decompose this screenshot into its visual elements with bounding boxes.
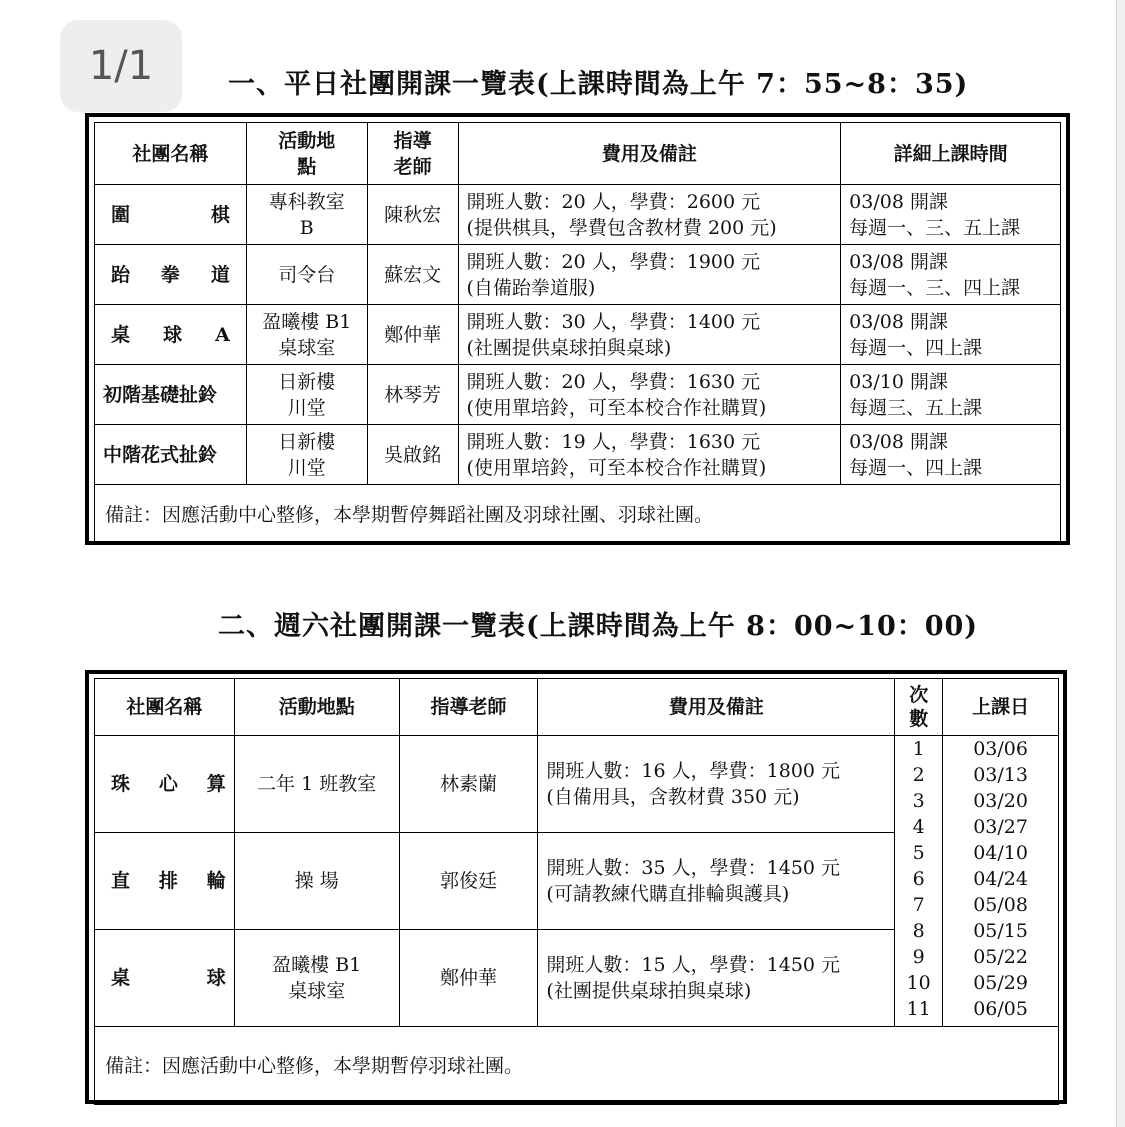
class-date-list (943, 736, 1059, 1027)
schedule-line: 每週一、三、四上課 (849, 276, 1021, 299)
header-session-count: 次 數 (895, 679, 943, 736)
schedule (841, 425, 1061, 485)
club-name-char: A (215, 323, 230, 346)
club-name-char: 跆 (111, 263, 131, 286)
fee-note (458, 245, 841, 305)
teacher: 吳啟銘 (367, 425, 458, 485)
saturday-row (95, 736, 1059, 833)
place (246, 305, 367, 365)
schedule-line: 每週三、五上課 (849, 396, 983, 419)
header-class-day: 上課日 (943, 679, 1059, 736)
header-teacher: 指導 老師 (367, 123, 458, 185)
club-name-cell (95, 305, 247, 365)
place (246, 245, 367, 305)
place-line: 盈曦樓 B1 (272, 954, 362, 976)
schedule-line: 03/08 開課 (849, 310, 948, 333)
place (246, 425, 367, 485)
fee-note-line: 開班人數：15 人，學費：1450 元 (546, 954, 841, 976)
class-date: 05/15 (973, 920, 1028, 942)
weekday-table (94, 122, 1061, 545)
club-name-char: 輪 (206, 870, 226, 892)
weekday-note-row (95, 485, 1061, 545)
fee-note (458, 425, 841, 485)
fee-note (538, 930, 895, 1027)
fee-note-line: 開班人數：20 人，學費：1630 元 (466, 370, 761, 393)
place-line: 日新樓 (278, 370, 336, 393)
class-date: 03/27 (973, 816, 1028, 838)
fee-note-line: 開班人數：30 人，學費：1400 元 (466, 310, 761, 333)
teacher: 陳秋宏 (367, 185, 458, 245)
place (234, 736, 399, 833)
club-name-cell (95, 185, 247, 245)
club-name (103, 868, 234, 894)
club-name-char: 中階花式扯鈴 (103, 443, 218, 466)
schedule-line: 03/08 開課 (849, 190, 948, 213)
club-name (103, 965, 234, 991)
page-indicator: 1/1 (60, 20, 182, 112)
session-count: 9 (912, 946, 925, 968)
weekday-table-frame (85, 113, 1070, 545)
club-name-char: 初階基礎扯鈴 (103, 383, 218, 406)
fee-note-line: (自備跆拳道服) (466, 276, 596, 299)
weekday-row (95, 185, 1061, 245)
saturday-header-row (95, 679, 1059, 736)
place-line: B (299, 216, 314, 239)
fee-note (538, 736, 895, 833)
class-date: 03/13 (973, 764, 1028, 786)
club-name-char: 直 (111, 870, 131, 892)
saturday-table-title: 二、週六社團開課一覽表(上課時間為上午 8：00~10：00) (218, 611, 979, 642)
fee-note-line: (可請教練代購直排輪與護具) (546, 883, 790, 905)
session-count-list (895, 736, 943, 1027)
schedule-line: 每週一、四上課 (849, 336, 983, 359)
class-date: 05/29 (973, 972, 1028, 994)
club-name-char: 道 (210, 263, 230, 286)
fee-note-line: 開班人數：16 人，學費：1800 元 (546, 760, 841, 782)
fee-note (538, 833, 895, 930)
club-name-char: 拳 (160, 263, 180, 286)
weekday-row (95, 245, 1061, 305)
fee-note (458, 305, 841, 365)
schedule (841, 365, 1061, 425)
weekday-table-title: 一、平日社團開課一覽表(上課時間為上午 7：55~8：35) (228, 69, 969, 100)
class-date: 05/08 (973, 894, 1028, 916)
place (246, 185, 367, 245)
fee-note-line: (提供棋具，學費包含教材費 200 元) (466, 216, 777, 239)
fee-note-line: 開班人數：20 人，學費：2600 元 (466, 190, 761, 213)
fee-note (458, 365, 841, 425)
weekday-row (95, 365, 1061, 425)
club-name-cell (95, 365, 247, 425)
saturday-note: 備註：因應活動中心整修，本學期暫停羽球社團。 (95, 1027, 1059, 1105)
place (234, 833, 399, 930)
class-date: 06/05 (973, 998, 1028, 1020)
fee-note (458, 185, 841, 245)
weekday-row (95, 305, 1061, 365)
place-line: 司令台 (278, 263, 336, 286)
weekday-header-row (95, 123, 1061, 185)
session-count: 10 (906, 972, 931, 994)
place-line: 專科教室 (268, 190, 345, 213)
place (246, 365, 367, 425)
session-count: 2 (912, 764, 925, 786)
club-name-cell (95, 930, 235, 1027)
fee-note-line: 開班人數：19 人，學費：1630 元 (466, 430, 761, 453)
header-fee: 費用及備註 (458, 123, 841, 185)
header-place: 活動地 點 (246, 123, 367, 185)
club-name (103, 202, 238, 228)
club-name-char: 棋 (210, 203, 230, 226)
fee-note-line: (使用單培鈴，可至本校合作社購買) (466, 396, 767, 419)
weekday-row (95, 425, 1061, 485)
fee-note-line: 開班人數：35 人，學費：1450 元 (546, 857, 841, 879)
session-count: 3 (912, 790, 925, 812)
class-date: 05/22 (973, 946, 1028, 968)
place-line: 川堂 (287, 456, 326, 479)
session-count: 11 (906, 998, 931, 1020)
place-line: 桌球室 (288, 980, 346, 1002)
class-date: 04/10 (973, 842, 1028, 864)
header-club-name: 社團名稱 (95, 123, 247, 185)
schedule-line: 03/10 開課 (849, 370, 948, 393)
club-name-cell (95, 425, 247, 485)
club-name (103, 771, 234, 797)
fee-note-line: (社團提供桌球拍與桌球) (466, 336, 672, 359)
fee-note-line: (社團提供桌球拍與桌球) (546, 980, 752, 1002)
header-fee: 費用及備註 (538, 679, 895, 736)
club-name-cell (95, 245, 247, 305)
schedule-line: 每週一、四上課 (849, 456, 983, 479)
header-club-name: 社團名稱 (95, 679, 235, 736)
schedule-line: 每週一、三、五上課 (849, 216, 1021, 239)
schedule-line: 03/08 開課 (849, 430, 948, 453)
session-count: 7 (912, 894, 925, 916)
saturday-table-frame (85, 670, 1067, 1104)
session-count: 8 (912, 920, 925, 942)
teacher: 蘇宏文 (367, 245, 458, 305)
place-line: 二年 1 班教室 (257, 773, 377, 795)
weekday-note: 備註：因應活動中心整修，本學期暫停舞蹈社團及羽球社團、羽球社團。 (95, 485, 1061, 545)
fee-note-line: 開班人數：20 人，學費：1900 元 (466, 250, 761, 273)
fee-note-line: (使用單培鈴，可至本校合作社購買) (466, 456, 767, 479)
schedule (841, 245, 1061, 305)
session-count: 4 (912, 816, 925, 838)
club-name-char: 球 (163, 323, 183, 346)
class-date: 04/24 (973, 868, 1028, 890)
schedule (841, 305, 1061, 365)
saturday-note-row (95, 1027, 1059, 1105)
header-place: 活動地點 (234, 679, 399, 736)
place (234, 930, 399, 1027)
header-schedule: 詳細上課時間 (841, 123, 1061, 185)
club-name-cell (95, 736, 235, 833)
club-name-char: 心 (158, 773, 178, 795)
session-count: 6 (912, 868, 925, 890)
club-name (103, 442, 238, 468)
page-edge (1116, 0, 1125, 1127)
header-teacher: 指導老師 (399, 679, 538, 736)
teacher: 鄭仲華 (367, 305, 458, 365)
teacher: 鄭仲華 (399, 930, 538, 1027)
teacher: 林素蘭 (399, 736, 538, 833)
class-date: 03/06 (973, 738, 1028, 760)
class-date: 03/20 (973, 790, 1028, 812)
place-line: 川堂 (287, 396, 326, 419)
place-line: 操 場 (294, 870, 339, 892)
club-name (103, 322, 238, 348)
club-name (103, 262, 238, 288)
schedule (841, 185, 1061, 245)
club-name-char: 珠 (111, 773, 131, 795)
teacher: 林琴芳 (367, 365, 458, 425)
club-name (103, 382, 238, 408)
club-name-char: 圍 (111, 203, 131, 226)
place-line: 日新樓 (278, 430, 336, 453)
teacher: 郭俊廷 (399, 833, 538, 930)
club-name-char: 球 (206, 967, 226, 989)
place-line: 桌球室 (278, 336, 336, 359)
saturday-table (94, 678, 1059, 1105)
club-name-char: 算 (206, 773, 226, 795)
club-name-char: 排 (158, 870, 178, 892)
club-name-char: 桌 (111, 323, 131, 346)
schedule-line: 03/08 開課 (849, 250, 948, 273)
place-line: 盈曦樓 B1 (262, 310, 352, 333)
club-name-char: 桌 (111, 967, 131, 989)
club-name-cell (95, 833, 235, 930)
session-count: 5 (912, 842, 925, 864)
session-count: 1 (912, 738, 925, 760)
fee-note-line: (自備用具，含教材費 350 元) (546, 786, 800, 808)
